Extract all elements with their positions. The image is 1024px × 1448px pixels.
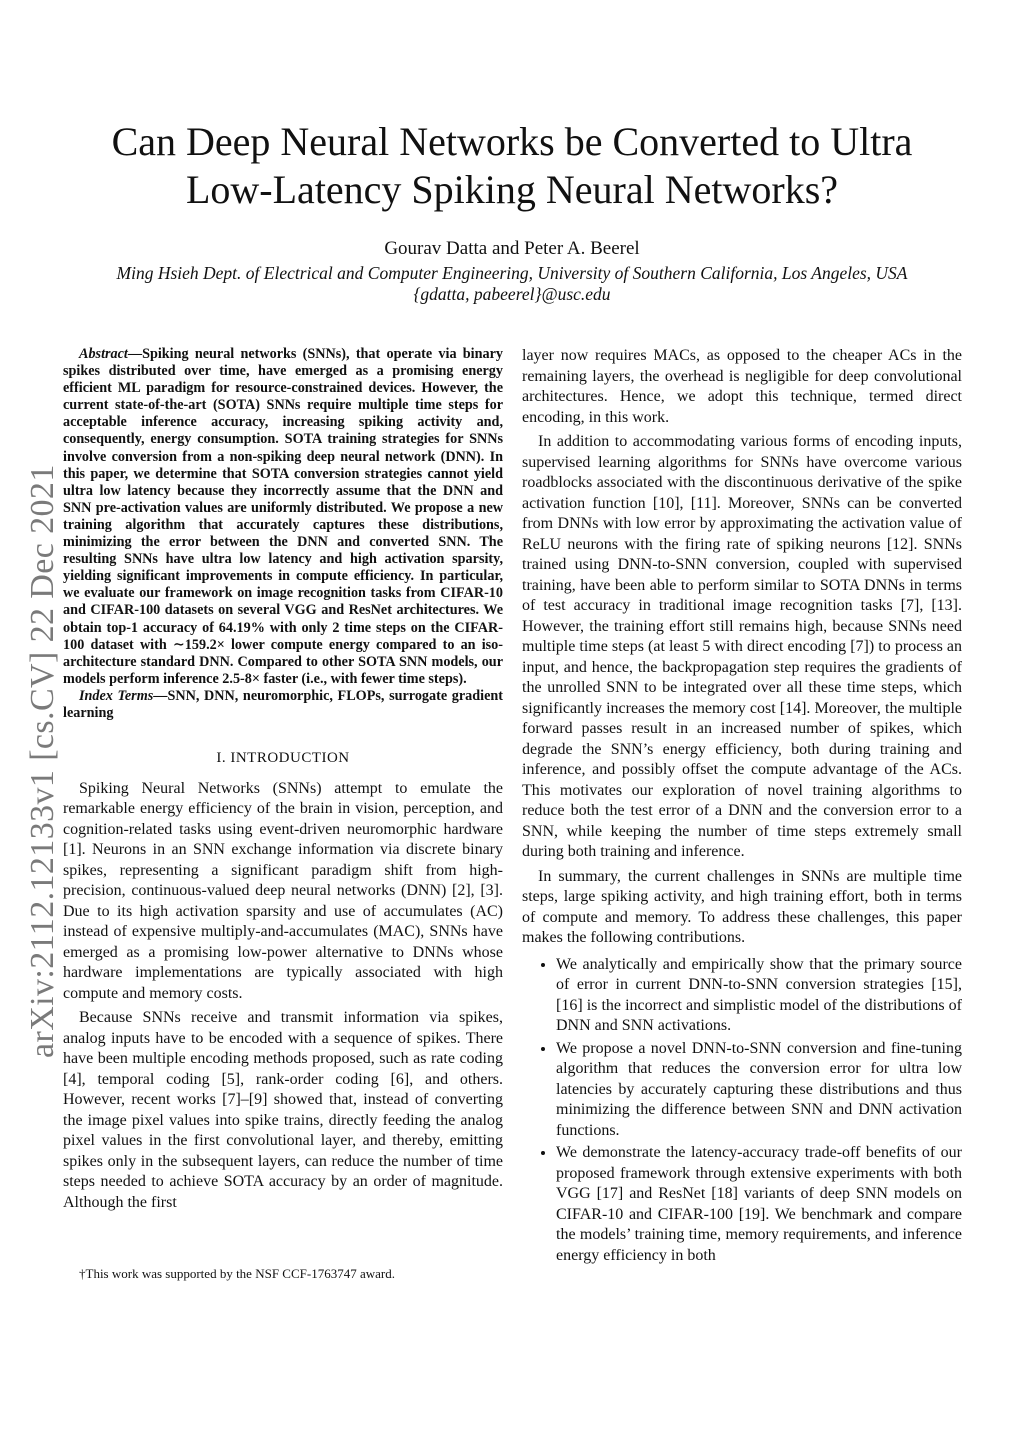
abstract-text: —Spiking neural networks (SNNs), that operate via binary spikes distributed over time, have emerged as a promising energy efficient ML paradigm for resource-constrained devices. However, the current state-of-the-art (SOTA) SNNs require multiple time steps for acceptable inference accuracy, increasing spiking activity and, consequently, energy consumption. SOTA training strategies for SNNs involve conversion from a non-spiking deep neural network (DNN). In this paper, we determine that SOTA conversion strategies cannot yield ultra low latency because they incorrectly assume that the DNN and SNN pre-activation values are uniformly distributed. We propose a new training algorithm that accurately captures these distributions, minimizing the error between the DNN and converted SNN. The resulting SNNs have ultra low latency and high activation sparsity, yielding significant improvements in compute efficiency. In particular, we evaluate our framework on image recognition tasks from CIFAR-10 and CIFAR-100 datasets on several VGG and ResNet architectures. We obtain top-1 accuracy of 64.19% with only 2 time steps on the CIFAR-100 dataset with ∼159.2× lower compute energy compared to an iso-architecture standard DNN. Compared to other SOTA SNN models, our models perform inference 2.5-8× faster (i.e., with fewer time steps). xyxy=(63,346,503,687)
paper-title xyxy=(40,118,984,214)
authors: Gourav Datta and Peter A. Beerel xyxy=(384,238,640,259)
index-terms xyxy=(63,688,503,722)
section-heading: I. INTRODUCTION xyxy=(216,750,350,767)
paragraph: Because SNNs receive and transmit information via spikes, analog inputs have to be encoded with a sequence of spikes. There have been multiple encoding methods proposed, such as rate coding [4], temporal coding [5], rank-order coding [6], and others. However, recent works [7]–[9] showed that, instead of converting the image pixel values into spike trains, directly feeding the analog pixel values in the first convolutional layer, and thereby, emitting spikes only in the subsequent layers, can reduce the number of time steps needed to achieve SOTA accuracy by an order of magnitude. Although the first xyxy=(63,1009,503,1211)
paragraph: Spiking Neural Networks (SNNs) attempt to emulate the remarkable energy efficiency of the brain in vision, perception, and cognition-related tasks using event-driven neuromorphic hardware [1]. Neurons in an SNN exchange information via discrete binary spikes, representing a significant paradigm shift from high-precision, continuous-valued deep neural networks (DNN) [2], [3]. Due to its high activation sparsity and use of accumulates (AC) instead of expensive multiply-and-accumulates (MAC), SNNs have emerged as a promising low-power alternative to DNNs whose hardware implementations are typically associated with high compute and memory costs. xyxy=(63,779,503,1002)
paragraph: In addition to accommodating various forms of encoding inputs, supervised learning algorithms for SNNs have overcome various roadblocks associated with the discontinuous derivative of the spike activation function [10], [11]. Moreover, SNNs can be converted from DNNs with low error by approximating the activation value of ReLU neurons with the firing rate of spiking neurons [12]. SNNs trained using DNN-to-SNN conversion, coupled with supervised training, have been able to perform similar to SOTA DNNs in terms of test accuracy in traditional image recognition tasks [7], [13]. However, the training effort still remains high, because SNNs need multiple time steps (at least 5 with direct encoding [7]) to process an input, and hence, the backpropagation step requires the gradients of the unrolled SNN to be integrated over all these time steps, which significantly increases the memory cost [14]. Moreover, the multiple forward passes result in an increased number of spikes, which degrade the SNN’s energy efficiency, both during training and inference, and possibly offset the compute advantage of the ACs. This motivates our exploration of novel training algorithms to reduce both the test error of a DNN and the conversion error to a SNN, while keeping the number of time steps extremely small during both training and inference. xyxy=(522,433,962,860)
paragraph: In summary, the current challenges in SNNs are multiple time steps, large spiking activity, and high training effort, both in terms of compute and memory. To address these challenges, this paper makes the following contributions. xyxy=(522,867,962,946)
title-line-2: Low-Latency Spiking Neural Networks? xyxy=(185,167,839,212)
right-column xyxy=(522,346,962,1268)
abstract-label: Abstract xyxy=(79,346,128,362)
title-line-1: Can Deep Neural Networks be Converted to Ultra xyxy=(111,119,913,164)
paragraph: layer now requires MACs, as opposed to the cheaper ACs in the remaining layers, the overhead is negligible for deep convolutional architectures. Hence, we adopt this technique, termed direct encoding, in this work. xyxy=(522,347,962,426)
index-terms-text: —SNN, DNN, neuromorphic, FLOPs, surrogate gradient learning xyxy=(63,687,503,721)
list-item: • We demonstrate the latency-accuracy trade-off benefits of our proposed framework through extensive experiments with both VGG [17] and ResNet [18] variants of deep SNN models on CIFAR-10 and CIFAR-100 [19]. We benchmark and compare the models’ training time, memory requirements, and inference energy efficiency in both xyxy=(556,1143,962,1266)
abstract xyxy=(63,346,503,688)
arxiv-stamp: arXiv:2112.12133v1 [cs.CV] 22 Dec 2021 xyxy=(24,464,61,1058)
contributions-list xyxy=(522,955,962,1267)
affiliation: Ming Hsieh Dept. of Electrical and Computer Engineering, University of Southern California, Los Angeles, USA xyxy=(116,263,908,283)
email: {gdatta, pabeerel}@usc.edu xyxy=(413,284,611,304)
index-terms-label: Index Terms xyxy=(79,687,154,704)
left-column xyxy=(63,346,503,1213)
list-item: • We analytically and empirically show that the primary source of error in current DNN-to-SNN conversion strategies [15], [16] is the incorrect and simplistic model of the distributions of DNN and SNN activations. xyxy=(556,955,962,1037)
list-item: • We propose a novel DNN-to-SNN conversion and fine-tuning algorithm that reduces the conversion error for ultra low latencies by accurately capturing these distributions and thus minimizing the difference between SNN and DNN activation functions. xyxy=(556,1039,962,1142)
footnote: †This work was supported by the NSF CCF-1763747 award. xyxy=(79,1266,395,1281)
